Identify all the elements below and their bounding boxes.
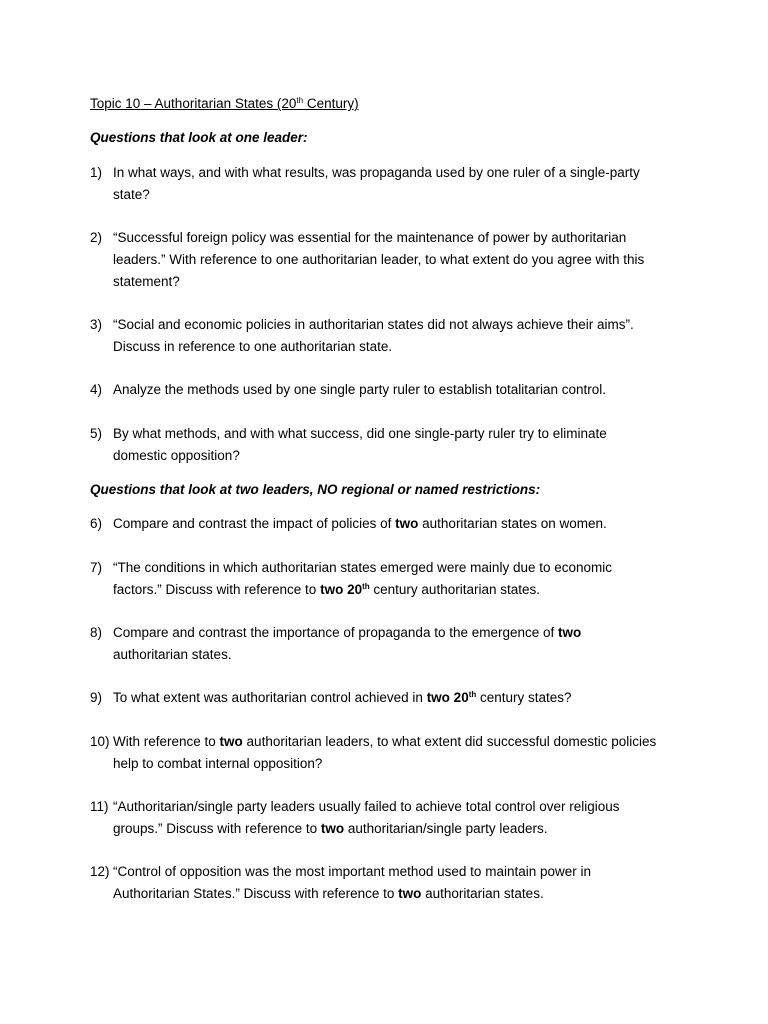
question-text xyxy=(113,622,690,666)
question-item xyxy=(90,314,690,358)
question-text xyxy=(113,227,690,292)
question-line xyxy=(113,184,690,206)
question-text xyxy=(113,162,690,206)
title-text: Topic 10 – Authoritarian States (20 xyxy=(90,96,297,111)
document-title xyxy=(90,95,359,113)
question-line xyxy=(113,271,690,293)
question-text-segment: authoritarian states. xyxy=(113,646,232,662)
emphasis-text: two xyxy=(395,516,419,531)
question-item xyxy=(90,796,690,840)
question-text-segment: authoritarian states on women. xyxy=(418,516,607,531)
question-item xyxy=(90,622,690,666)
question-text-segment: Compare and contrast the impact of policies of xyxy=(113,516,396,531)
question-text xyxy=(113,314,690,358)
question-number: 6) xyxy=(90,516,103,531)
question-line xyxy=(113,883,690,905)
emphasis-text: two xyxy=(320,820,345,836)
section-heading-one-leader: Questions that look at one leader: xyxy=(90,130,308,145)
question-line xyxy=(113,622,690,644)
question-text-segment: With reference to xyxy=(113,734,220,749)
question-line xyxy=(113,557,690,579)
question-text-segment: To what extent was authoritarian control achieved in xyxy=(113,690,427,705)
question-item xyxy=(90,379,690,401)
question-text-segment: “Social and economic policies in authoritarian states did not always achieve their aims”. xyxy=(113,317,634,332)
question-text-segment: Discuss in reference to one authoritarian state. xyxy=(113,338,393,354)
question-line xyxy=(113,579,690,601)
question-text-segment: By what methods, and with what success, did one single-party ruler try to eliminate xyxy=(113,426,607,441)
emphasis-text: two 20 xyxy=(426,690,469,705)
question-text-segment: “The conditions in which authoritarian states emerged were mainly due to economic xyxy=(113,560,613,575)
emphasis-text: two 20 xyxy=(320,581,363,597)
question-line xyxy=(113,445,690,467)
question-item xyxy=(90,227,690,292)
question-item xyxy=(90,162,690,206)
question-item xyxy=(90,557,690,601)
question-text-segment: Authoritarian States.” Discuss with reference to xyxy=(113,885,399,901)
question-text-segment: century authoritarian states. xyxy=(369,581,540,597)
question-text-segment: groups.” Discuss with reference to xyxy=(113,820,321,836)
question-line xyxy=(113,644,690,666)
question-text-segment: In what ways, and with what results, was propaganda used by one ruler of a single-party xyxy=(113,165,640,180)
question-text-segment: authoritarian states. xyxy=(421,885,544,901)
question-number: 1) xyxy=(90,165,103,180)
question-number: 9) xyxy=(90,690,103,705)
question-line xyxy=(113,753,690,775)
question-text-segment: authoritarian leaders, to what extent did successful domestic policies xyxy=(242,734,657,749)
question-text xyxy=(113,731,690,775)
question-text-segment: Compare and contrast the importance of propaganda to the emergence of xyxy=(113,625,559,640)
question-text xyxy=(113,513,690,535)
question-line xyxy=(113,861,690,883)
question-number: 5) xyxy=(90,426,103,441)
emphasis-text: th xyxy=(362,581,370,591)
question-text xyxy=(113,379,690,401)
title-text-end: Century) xyxy=(303,96,359,111)
question-text xyxy=(113,861,690,905)
title-superscript: th xyxy=(296,96,304,105)
question-number: 10) xyxy=(90,734,110,749)
question-number: 3) xyxy=(90,317,103,332)
question-line xyxy=(113,731,690,753)
question-text-segment: help to combat internal opposition? xyxy=(113,755,323,771)
question-text xyxy=(113,796,690,840)
question-line xyxy=(113,227,690,249)
question-item xyxy=(90,687,690,709)
question-text-segment: Analyze the methods used by one single party ruler to establish totalitarian control. xyxy=(113,382,607,397)
question-number: 7) xyxy=(90,560,103,575)
question-text xyxy=(113,557,690,601)
question-text-segment: state? xyxy=(113,186,150,202)
question-line xyxy=(113,336,690,358)
emphasis-text: two xyxy=(219,734,243,749)
question-number: 12) xyxy=(90,864,110,879)
question-item xyxy=(90,423,690,467)
question-text-segment: century states? xyxy=(476,690,572,705)
section-heading-two-leaders: Questions that look at two leaders, NO regional or named restrictions: xyxy=(90,482,541,497)
question-number: 11) xyxy=(90,799,109,814)
question-line xyxy=(113,796,690,818)
question-line xyxy=(113,818,690,840)
question-text-segment: “Successful foreign policy was essential for the maintenance of power by authoritarian xyxy=(113,230,627,245)
question-number: 2) xyxy=(90,230,103,245)
question-line xyxy=(113,423,690,445)
question-item xyxy=(90,861,690,905)
question-text-segment: “Control of opposition was the most important method used to maintain power in xyxy=(113,864,591,879)
question-item xyxy=(90,731,690,775)
question-line xyxy=(113,513,690,535)
question-text-segment: “Authoritarian/single party leaders usually failed to achieve total control over religious xyxy=(113,799,620,814)
question-text-segment: factors.” Discuss with reference to xyxy=(113,581,321,597)
question-item xyxy=(90,513,690,535)
question-line xyxy=(113,249,690,271)
question-line xyxy=(113,314,690,336)
question-text-segment: domestic opposition? xyxy=(113,447,240,463)
question-text xyxy=(113,423,690,467)
question-text-segment: leaders.” With reference to one authoritarian leader, to what extent do you agree with this xyxy=(113,251,645,267)
question-text-segment: authoritarian/single party leaders. xyxy=(344,820,548,836)
question-text-segment: statement? xyxy=(113,273,180,289)
question-number: 4) xyxy=(90,382,103,397)
question-line xyxy=(113,162,690,184)
question-text xyxy=(113,687,690,709)
emphasis-text: two xyxy=(398,885,422,901)
emphasis-text: two xyxy=(558,625,582,640)
emphasis-text: th xyxy=(468,690,477,699)
question-line xyxy=(113,687,690,709)
question-number: 8) xyxy=(90,625,103,640)
question-line xyxy=(113,379,690,401)
